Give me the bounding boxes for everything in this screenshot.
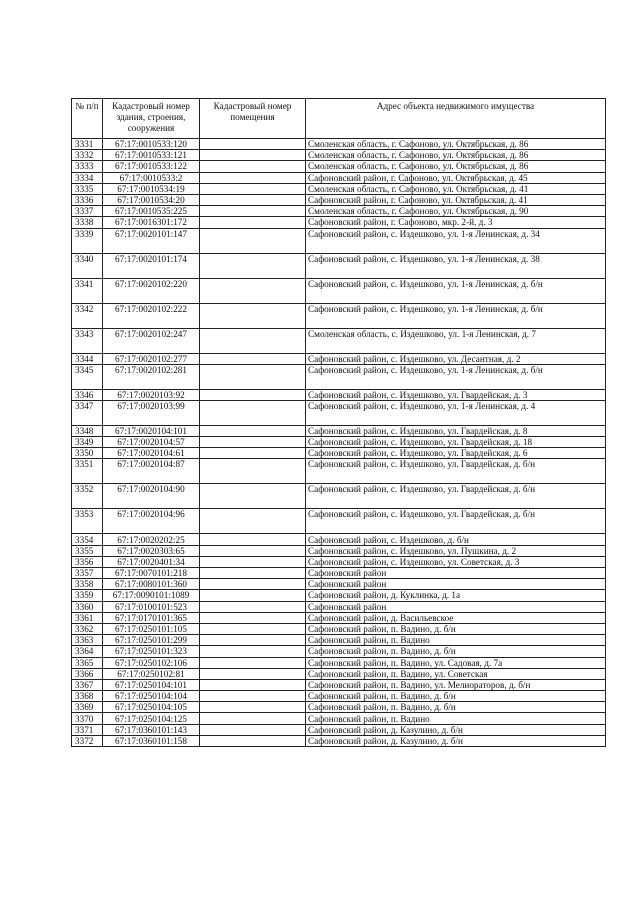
table-row xyxy=(72,691,606,702)
row-number: 3346 xyxy=(72,389,103,400)
cadastral-room-number xyxy=(200,691,306,702)
table-row xyxy=(72,568,606,579)
row-number: 3347 xyxy=(72,400,103,425)
property-address: Сафоновский район, с. Издешково, ул. 1-я Ленинская, д. 34 xyxy=(306,228,606,253)
property-address: Сафоновский район xyxy=(306,568,606,579)
property-address: Сафоновский район, с. Издешково, ул. Гвардейская, д. б/н xyxy=(306,459,606,484)
cadastral-room-number xyxy=(200,556,306,567)
cadastral-building-number: 67:17:0020101:147 xyxy=(103,228,200,253)
table-row xyxy=(72,646,606,657)
row-number: 3357 xyxy=(72,568,103,579)
property-address: Сафоновский район, с. Издешково, ул. Гвардейская, д. 18 xyxy=(306,437,606,448)
table-row xyxy=(72,161,606,172)
property-address: Сафоновский район, г. Сафоново, ул. Октябрьская, д. 41 xyxy=(306,194,606,205)
table-row xyxy=(72,635,606,646)
table-row xyxy=(72,556,606,567)
table-row xyxy=(72,612,606,623)
table-row xyxy=(72,713,606,724)
cadastral-building-number: 67:17:0010533:121 xyxy=(103,150,200,161)
property-address: Сафоновский район, д. Казулино, д. б/н xyxy=(306,724,606,735)
cadastral-room-number xyxy=(200,713,306,724)
table-row xyxy=(72,303,606,328)
table-row xyxy=(72,389,606,400)
cadastral-building-number: 67:17:0250102:81 xyxy=(103,668,200,679)
header-cadastral-room: Кадастровый номер помещения xyxy=(200,99,306,139)
property-address: Сафоновский район, с. Издешково, ул. 1-я Ленинская, д. б/н xyxy=(306,364,606,389)
table-row xyxy=(72,534,606,545)
property-address: Смоленская область, г. Сафоново, ул. Октябрьская, д. 90 xyxy=(306,206,606,217)
cadastral-building-number: 67:17:0250101:105 xyxy=(103,623,200,634)
property-address: Смоленская область, г. Сафоново, ул. Октябрьская, д. 86 xyxy=(306,139,606,150)
property-address: Сафоновский район, с. Издешково, ул. Пушкина, д. 2 xyxy=(306,545,606,556)
row-number: 3353 xyxy=(72,509,103,534)
property-address: Сафоновский район xyxy=(306,579,606,590)
property-address: Сафоновский район, п. Вадино, д. б/н xyxy=(306,646,606,657)
row-number: 3338 xyxy=(72,217,103,228)
row-number: 3350 xyxy=(72,448,103,459)
table-row xyxy=(72,484,606,509)
row-number: 3351 xyxy=(72,459,103,484)
table-row xyxy=(72,425,606,436)
row-number: 3370 xyxy=(72,713,103,724)
property-address: Сафоновский район, п. Вадино, д. б/н xyxy=(306,702,606,713)
cadastral-room-number xyxy=(200,635,306,646)
table-row xyxy=(72,228,606,253)
cadastral-building-number: 67:17:0250102:106 xyxy=(103,657,200,668)
table-row xyxy=(72,139,606,150)
table-row xyxy=(72,217,606,228)
cadastral-building-number: 67:17:0020104:96 xyxy=(103,509,200,534)
cadastral-building-number: 67:17:0020104:90 xyxy=(103,484,200,509)
row-number: 3337 xyxy=(72,206,103,217)
property-address: Сафоновский район xyxy=(306,601,606,612)
cadastral-room-number xyxy=(200,303,306,328)
cadastral-room-number xyxy=(200,509,306,534)
table-row xyxy=(72,509,606,534)
property-address: Сафоновский район, с. Издешково, д. б/н xyxy=(306,534,606,545)
cadastral-building-number: 67:17:0070101:218 xyxy=(103,568,200,579)
cadastral-room-number xyxy=(200,328,306,353)
property-address: Сафоновский район, д. Казулино, д. б/н xyxy=(306,735,606,746)
table-row xyxy=(72,579,606,590)
property-address: Сафоновский район, г. Сафоново, мкр. 2-й, д. 3 xyxy=(306,217,606,228)
property-address: Сафоновский район, с. Издешково, ул. Советская, д. 3 xyxy=(306,556,606,567)
row-number: 3355 xyxy=(72,545,103,556)
cadastral-room-number xyxy=(200,601,306,612)
cadastral-building-number: 67:17:0020104:101 xyxy=(103,425,200,436)
table-row xyxy=(72,172,606,183)
cadastral-building-number: 67:17:0250101:323 xyxy=(103,646,200,657)
cadastral-room-number xyxy=(200,568,306,579)
property-address: Сафоновский район, п. Вадино xyxy=(306,635,606,646)
table-row xyxy=(72,194,606,205)
row-number: 3348 xyxy=(72,425,103,436)
cadastral-room-number xyxy=(200,702,306,713)
table-row xyxy=(72,679,606,690)
cadastral-building-number: 67:17:0020101:174 xyxy=(103,253,200,278)
table-row xyxy=(72,278,606,303)
cadastral-room-number xyxy=(200,278,306,303)
row-number: 3339 xyxy=(72,228,103,253)
cadastral-building-number: 67:17:0250104:105 xyxy=(103,702,200,713)
cadastral-building-number: 67:17:0250104:101 xyxy=(103,679,200,690)
property-address: Сафоновский район, с. Издешково, ул. Гвардейская, д. б/н xyxy=(306,509,606,534)
property-address: Сафоновский район, д. Васильевское xyxy=(306,612,606,623)
cadastral-room-number xyxy=(200,459,306,484)
row-number: 3345 xyxy=(72,364,103,389)
cadastral-building-number: 67:17:0360101:143 xyxy=(103,724,200,735)
property-address: Сафоновский район, п. Вадино, ул. Садовая, д. 7а xyxy=(306,657,606,668)
cadastral-building-number: 67:17:0090101:1089 xyxy=(103,590,200,601)
row-number: 3368 xyxy=(72,691,103,702)
table-row xyxy=(72,448,606,459)
row-number: 3363 xyxy=(72,635,103,646)
table-row xyxy=(72,702,606,713)
cadastral-room-number xyxy=(200,590,306,601)
property-address: Смоленская область, с. Издешково, ул. 1-я Ленинская, д. 7 xyxy=(306,328,606,353)
row-number: 3365 xyxy=(72,657,103,668)
property-address: Смоленская область, г. Сафоново, ул. Октябрьская, д. 41 xyxy=(306,183,606,194)
header-cadastral-building: Кадастровый номер здания, строения, сооружения xyxy=(103,99,200,139)
cadastral-room-number xyxy=(200,612,306,623)
row-number: 3360 xyxy=(72,601,103,612)
table-row xyxy=(72,459,606,484)
table-row xyxy=(72,253,606,278)
table-row xyxy=(72,623,606,634)
row-number: 3344 xyxy=(72,353,103,364)
cadastral-room-number xyxy=(200,657,306,668)
property-address: Смоленская область, г. Сафоново, ул. Октябрьская, д. 86 xyxy=(306,161,606,172)
table-row xyxy=(72,364,606,389)
row-number: 3354 xyxy=(72,534,103,545)
property-address: Сафоновский район, с. Издешково, ул. 1-я Ленинская, д. б/н xyxy=(306,303,606,328)
property-address: Сафоновский район, с. Издешково, ул. 1-я Ленинская, д. б/н xyxy=(306,278,606,303)
row-number: 3334 xyxy=(72,172,103,183)
row-number: 3356 xyxy=(72,556,103,567)
cadastral-room-number xyxy=(200,646,306,657)
property-address: Сафоновский район, п. Вадино, ул. Советская xyxy=(306,668,606,679)
cadastral-building-number: 67:17:0010534:19 xyxy=(103,183,200,194)
table-row xyxy=(72,400,606,425)
table-row xyxy=(72,206,606,217)
cadastral-room-number xyxy=(200,253,306,278)
cadastral-room-number xyxy=(200,183,306,194)
cadastral-room-number xyxy=(200,545,306,556)
cadastral-building-number: 67:17:0010533:120 xyxy=(103,139,200,150)
cadastral-room-number xyxy=(200,724,306,735)
row-number: 3342 xyxy=(72,303,103,328)
cadastral-room-number xyxy=(200,437,306,448)
row-number: 3359 xyxy=(72,590,103,601)
cadastral-building-number: 67:17:0250104:104 xyxy=(103,691,200,702)
cadastral-building-number: 67:17:0020303:65 xyxy=(103,545,200,556)
cadastral-building-number: 67:17:0250101:299 xyxy=(103,635,200,646)
row-number: 3367 xyxy=(72,679,103,690)
row-number: 3332 xyxy=(72,150,103,161)
property-address: Сафоновский район, с. Издешково, ул. 1-я Ленинская, д. 38 xyxy=(306,253,606,278)
cadastral-room-number xyxy=(200,353,306,364)
table-row xyxy=(72,437,606,448)
property-address: Сафоновский район, д. Куклинка, д. 1а xyxy=(306,590,606,601)
cadastral-room-number xyxy=(200,448,306,459)
cadastral-building-number: 67:17:0250104:125 xyxy=(103,713,200,724)
property-address: Сафоновский район, п. Вадино, д. б/н xyxy=(306,691,606,702)
cadastral-building-number: 67:17:0010534:20 xyxy=(103,194,200,205)
cadastral-building-number: 67:17:0010535:225 xyxy=(103,206,200,217)
row-number: 3331 xyxy=(72,139,103,150)
property-address: Сафоновский район, п. Вадино, д. б/н xyxy=(306,623,606,634)
header-num: № п/п xyxy=(72,99,103,139)
cadastral-building-number: 67:17:0080101:360 xyxy=(103,579,200,590)
cadastral-building-number: 67:17:0020102:277 xyxy=(103,353,200,364)
cadastral-room-number xyxy=(200,484,306,509)
row-number: 3371 xyxy=(72,724,103,735)
table-row xyxy=(72,545,606,556)
cadastral-building-number: 67:17:0020104:57 xyxy=(103,437,200,448)
cadastral-building-number: 67:17:0170101:365 xyxy=(103,612,200,623)
cadastral-building-number: 67:17:0016301:172 xyxy=(103,217,200,228)
cadastral-room-number xyxy=(200,217,306,228)
table-row xyxy=(72,353,606,364)
table-row xyxy=(72,590,606,601)
cadastral-room-number xyxy=(200,139,306,150)
row-number: 3340 xyxy=(72,253,103,278)
cadastral-building-number: 67:17:0020103:92 xyxy=(103,389,200,400)
cadastral-building-number: 67:17:0020102:247 xyxy=(103,328,200,353)
row-number: 3349 xyxy=(72,437,103,448)
table-body xyxy=(72,139,606,747)
row-number: 3364 xyxy=(72,646,103,657)
cadastral-room-number xyxy=(200,400,306,425)
row-number: 3343 xyxy=(72,328,103,353)
row-number: 3366 xyxy=(72,668,103,679)
cadastral-room-number xyxy=(200,150,306,161)
table-row xyxy=(72,183,606,194)
table-row xyxy=(72,724,606,735)
property-address: Сафоновский район, п. Вадино, ул. Мелиораторов, д. б/н xyxy=(306,679,606,690)
cadastral-building-number: 67:17:0010533:2 xyxy=(103,172,200,183)
cadastral-building-number: 67:17:0020104:61 xyxy=(103,448,200,459)
row-number: 3372 xyxy=(72,735,103,746)
property-address: Сафоновский район, с. Издешково, ул. Десантная, д. 2 xyxy=(306,353,606,364)
property-address: Сафоновский район, г. Сафоново, ул. Октябрьская, д. 45 xyxy=(306,172,606,183)
property-address: Сафоновский район, п. Вадино xyxy=(306,713,606,724)
cadastral-room-number xyxy=(200,679,306,690)
row-number: 3362 xyxy=(72,623,103,634)
property-table xyxy=(71,98,606,747)
table-header-row xyxy=(72,99,606,139)
document-page xyxy=(71,98,605,747)
cadastral-building-number: 67:17:0020202:25 xyxy=(103,534,200,545)
table-row xyxy=(72,328,606,353)
property-address: Сафоновский район, с. Издешково, ул. Гвардейская, д. 6 xyxy=(306,448,606,459)
cadastral-room-number xyxy=(200,194,306,205)
table-row xyxy=(72,150,606,161)
row-number: 3341 xyxy=(72,278,103,303)
table-row xyxy=(72,601,606,612)
row-number: 3333 xyxy=(72,161,103,172)
cadastral-building-number: 67:17:0360101:158 xyxy=(103,735,200,746)
cadastral-room-number xyxy=(200,172,306,183)
cadastral-room-number xyxy=(200,161,306,172)
row-number: 3336 xyxy=(72,194,103,205)
cadastral-building-number: 67:17:0020401:34 xyxy=(103,556,200,567)
cadastral-room-number xyxy=(200,228,306,253)
cadastral-room-number xyxy=(200,534,306,545)
cadastral-building-number: 67:17:0020102:220 xyxy=(103,278,200,303)
property-address: Сафоновский район, с. Издешково, ул. 1-я Ленинская, д. 4 xyxy=(306,400,606,425)
cadastral-building-number: 67:17:0020102:281 xyxy=(103,364,200,389)
cadastral-building-number: 67:17:0100101:523 xyxy=(103,601,200,612)
property-address: Смоленская область, г. Сафоново, ул. Октябрьская, д. 86 xyxy=(306,150,606,161)
table-row xyxy=(72,668,606,679)
cadastral-room-number xyxy=(200,623,306,634)
row-number: 3352 xyxy=(72,484,103,509)
row-number: 3369 xyxy=(72,702,103,713)
cadastral-room-number xyxy=(200,364,306,389)
property-address: Сафоновский район, с. Издешково, ул. Гвардейская, д. б/н xyxy=(306,484,606,509)
property-address: Сафоновский район, с. Издешково, ул. Гвардейская, д. 8 xyxy=(306,425,606,436)
header-address: Адрес объекта недвижимого имущества xyxy=(306,99,606,139)
row-number: 3335 xyxy=(72,183,103,194)
cadastral-room-number xyxy=(200,735,306,746)
property-address: Сафоновский район, с. Издешково, ул. Гвардейская, д. 3 xyxy=(306,389,606,400)
cadastral-building-number: 67:17:0020102:222 xyxy=(103,303,200,328)
cadastral-building-number: 67:17:0010533:122 xyxy=(103,161,200,172)
row-number: 3361 xyxy=(72,612,103,623)
cadastral-room-number xyxy=(200,425,306,436)
cadastral-room-number xyxy=(200,668,306,679)
cadastral-room-number xyxy=(200,206,306,217)
cadastral-room-number xyxy=(200,389,306,400)
cadastral-building-number: 67:17:0020104:87 xyxy=(103,459,200,484)
row-number: 3358 xyxy=(72,579,103,590)
table-row xyxy=(72,735,606,746)
table-row xyxy=(72,657,606,668)
cadastral-room-number xyxy=(200,579,306,590)
cadastral-building-number: 67:17:0020103:99 xyxy=(103,400,200,425)
